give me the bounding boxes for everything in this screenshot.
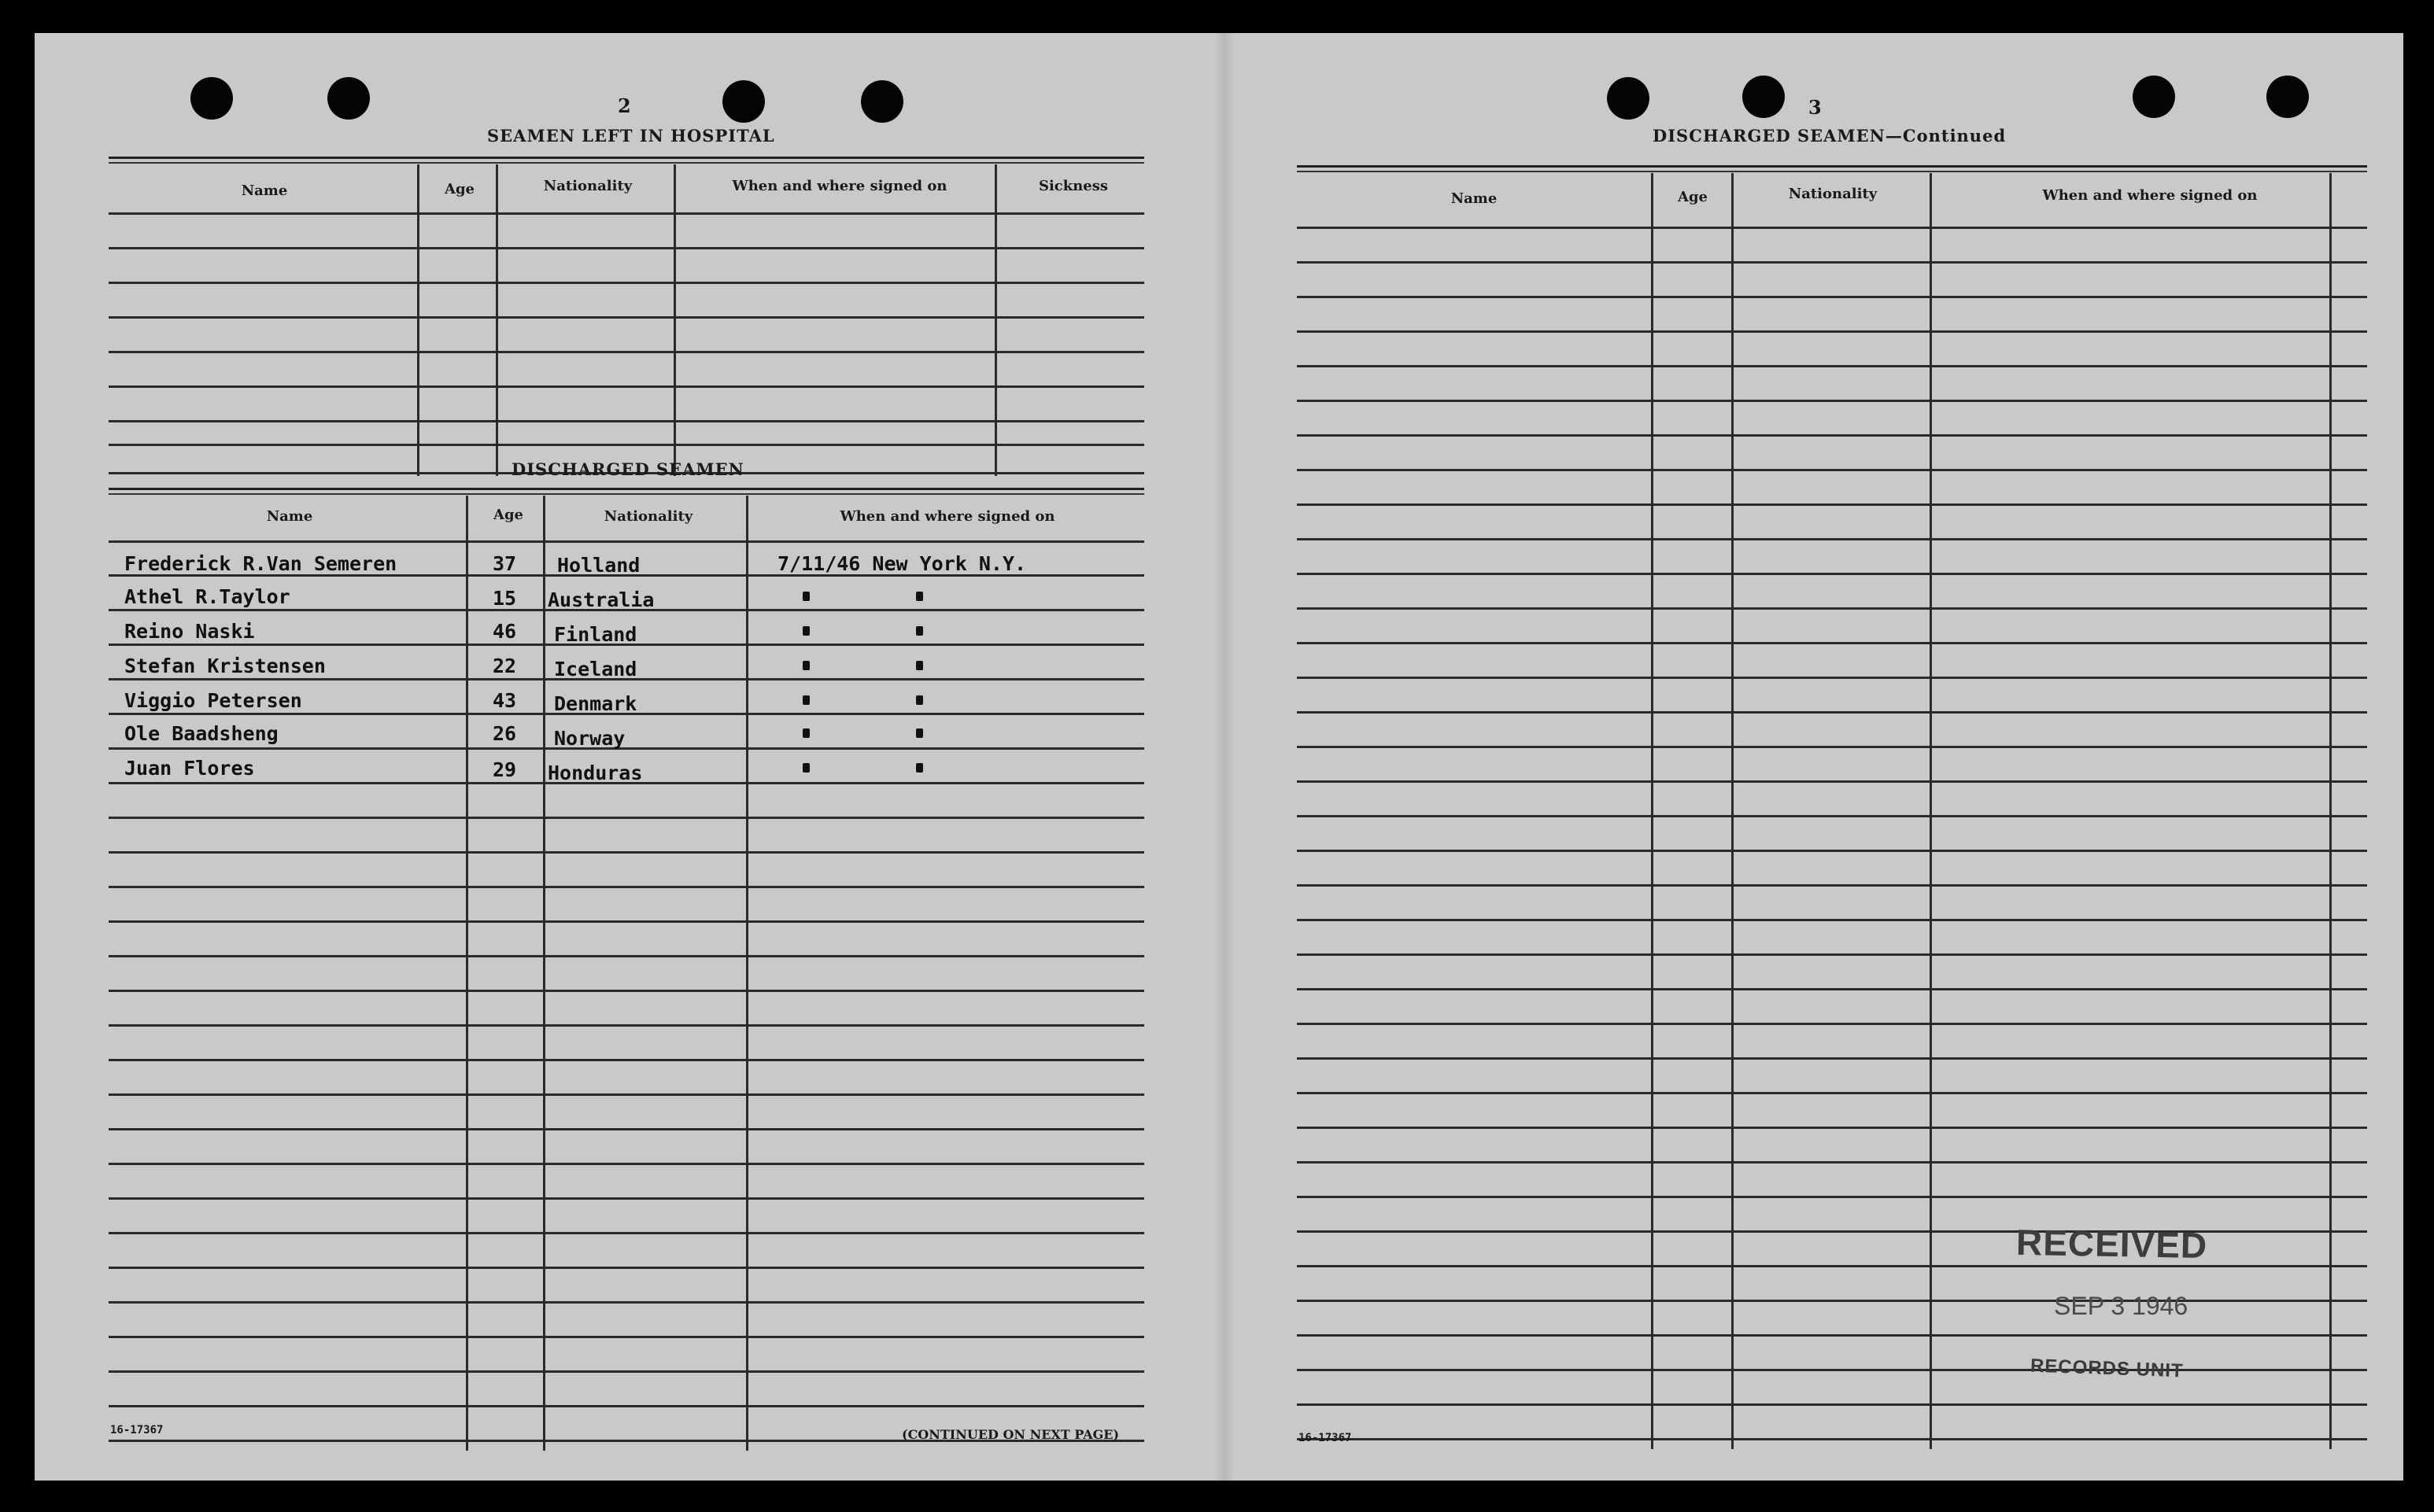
discharged-divider bbox=[746, 496, 748, 1451]
ruled-line bbox=[1297, 296, 2367, 298]
hospital-row-line bbox=[109, 247, 1144, 249]
right-col-nationality: Nationality bbox=[1788, 186, 1878, 202]
ruled-line bbox=[1297, 850, 2367, 852]
received-stamp-office: RECORDS UNIT bbox=[2030, 1355, 2185, 1382]
ruled-line bbox=[1297, 988, 2367, 990]
ruled-line bbox=[109, 851, 1144, 854]
hospital-divider bbox=[674, 164, 676, 476]
discharged-col-signed-on: When and where signed on bbox=[840, 508, 1055, 525]
seaman-age: 15 bbox=[493, 587, 517, 610]
ruled-line bbox=[109, 920, 1144, 923]
hospital-row-line bbox=[109, 385, 1144, 388]
right-col-signed-on: When and where signed on bbox=[2042, 187, 2258, 204]
ruled-line bbox=[1297, 919, 2367, 921]
ruled-line bbox=[1297, 1023, 2367, 1025]
ruled-line bbox=[109, 1336, 1144, 1338]
ruled-line bbox=[1297, 953, 2367, 956]
ruled-line bbox=[109, 1197, 1144, 1200]
ruled-line bbox=[109, 1128, 1144, 1130]
ruled-line bbox=[1297, 1161, 2367, 1164]
document-sheet bbox=[35, 33, 2403, 1481]
hospital-row-line bbox=[109, 420, 1144, 422]
seaman-name: Stefan Kristensen bbox=[124, 655, 326, 677]
ruled-line bbox=[1297, 780, 2367, 783]
ruled-line bbox=[1297, 1369, 2367, 1371]
ruled-line bbox=[1297, 1334, 2367, 1337]
seaman-nationality: Finland bbox=[554, 623, 637, 646]
seaman-name: Viggio Petersen bbox=[124, 689, 302, 712]
ditto-mark bbox=[916, 626, 923, 636]
page-fold bbox=[1215, 33, 1234, 1481]
seaman-name: Frederick R.Van Semeren bbox=[124, 552, 397, 575]
right-top-rule-2 bbox=[1297, 171, 2367, 172]
hospital-row-line bbox=[109, 351, 1144, 353]
hospital-row-line bbox=[109, 316, 1144, 319]
ruled-line bbox=[1297, 261, 2367, 264]
form-number-right: 16-17367 bbox=[1298, 1432, 1352, 1444]
ditto-mark bbox=[803, 661, 810, 670]
hospital-col-sickness: Sickness bbox=[1038, 178, 1109, 194]
hospital-row-line bbox=[109, 212, 1144, 215]
ruled-line bbox=[1297, 1127, 2367, 1129]
ruled-line bbox=[1297, 677, 2367, 679]
ruled-line bbox=[1297, 1403, 2367, 1406]
seaman-age: 22 bbox=[493, 655, 517, 677]
seaman-nationality: Honduras bbox=[548, 762, 643, 784]
page-number-left: 2 bbox=[618, 94, 631, 117]
right-col-name: Name bbox=[1450, 190, 1498, 207]
ruled-line bbox=[1297, 815, 2367, 817]
hospital-divider bbox=[417, 164, 419, 476]
ditto-mark bbox=[916, 661, 923, 670]
ruled-line bbox=[1297, 1300, 2367, 1302]
seaman-nationality: Iceland bbox=[554, 658, 637, 680]
ruled-line bbox=[1297, 1057, 2367, 1060]
seaman-nationality: Holland bbox=[557, 554, 641, 577]
seaman-age: 43 bbox=[493, 689, 517, 712]
ruled-line bbox=[109, 1370, 1144, 1373]
seaman-age: 26 bbox=[493, 722, 517, 745]
ruled-line bbox=[1297, 469, 2367, 471]
seaman-signed-on: 7/11/46 New York N.Y. bbox=[777, 552, 1027, 575]
ruled-line bbox=[1297, 642, 2367, 644]
right-col-age: Age bbox=[1677, 189, 1708, 205]
continued-footer: (CONTINUED ON NEXT PAGE) bbox=[902, 1427, 1120, 1442]
ruled-line bbox=[1297, 746, 2367, 748]
punch-hole bbox=[2266, 76, 2309, 118]
discharged-col-name: Name bbox=[266, 508, 313, 525]
discharged-header-line bbox=[109, 540, 1144, 543]
hospital-divider bbox=[496, 164, 498, 476]
ditto-mark bbox=[916, 763, 923, 773]
punch-hole bbox=[1607, 77, 1649, 120]
ruled-line bbox=[1297, 1438, 2367, 1440]
ruled-line bbox=[1297, 1092, 2367, 1094]
ruled-line bbox=[1297, 573, 2367, 575]
ruled-line bbox=[1297, 1196, 2367, 1198]
ruled-line bbox=[1297, 503, 2367, 506]
ruled-line bbox=[1297, 711, 2367, 714]
ruled-line bbox=[109, 1232, 1144, 1234]
ditto-mark bbox=[803, 695, 810, 705]
right-header-line bbox=[1297, 227, 2367, 229]
ditto-mark bbox=[803, 728, 810, 738]
punch-hole bbox=[327, 77, 370, 120]
hospital-col-signed-on: When and where signed on bbox=[732, 178, 947, 194]
ruled-line bbox=[109, 990, 1144, 992]
ruled-line bbox=[109, 955, 1144, 957]
hospital-row-line bbox=[109, 282, 1144, 284]
punch-hole bbox=[1742, 76, 1785, 118]
punch-hole bbox=[722, 80, 765, 123]
ditto-mark bbox=[803, 626, 810, 636]
right-top-rule bbox=[1297, 165, 2367, 168]
page-number-right: 3 bbox=[1808, 96, 1822, 119]
discharged-divider bbox=[543, 496, 545, 1451]
ditto-mark bbox=[916, 695, 923, 705]
discharged-top-rule-2 bbox=[109, 493, 1144, 495]
hospital-col-name: Name bbox=[241, 183, 288, 199]
hospital-col-age: Age bbox=[444, 181, 475, 197]
seaman-age: 29 bbox=[493, 758, 517, 781]
ruled-line bbox=[1297, 400, 2367, 402]
seaman-name: Ole Baadsheng bbox=[124, 722, 279, 745]
ruled-line bbox=[1297, 365, 2367, 367]
seaman-name: Reino Naski bbox=[124, 620, 255, 643]
ruled-line bbox=[1297, 330, 2367, 333]
punch-hole bbox=[2133, 76, 2175, 118]
ruled-line bbox=[109, 886, 1144, 888]
ruled-line bbox=[109, 1301, 1144, 1304]
hospital-section-title: SEAMEN LEFT IN HOSPITAL bbox=[487, 126, 775, 146]
discharged-col-age: Age bbox=[493, 507, 523, 523]
discharged-continued-title: DISCHARGED SEAMEN—Continued bbox=[1653, 126, 2007, 146]
hospital-divider bbox=[995, 164, 997, 476]
hospital-top-rule-2 bbox=[109, 162, 1144, 164]
hospital-row-line bbox=[109, 444, 1144, 446]
seaman-age: 37 bbox=[493, 552, 517, 575]
received-stamp-date: SEP 3 1946 bbox=[2054, 1292, 2188, 1320]
ditto-mark bbox=[803, 763, 810, 773]
ruled-line bbox=[109, 817, 1144, 819]
form-number-left: 16-17367 bbox=[110, 1424, 164, 1436]
seaman-nationality: Norway bbox=[554, 727, 626, 750]
punch-hole bbox=[861, 80, 903, 123]
seaman-nationality: Denmark bbox=[554, 692, 637, 715]
punch-hole bbox=[190, 77, 233, 120]
ruled-line bbox=[1297, 884, 2367, 887]
ruled-line bbox=[109, 747, 1144, 750]
ruled-line bbox=[1297, 607, 2367, 610]
ditto-mark bbox=[803, 592, 810, 601]
ruled-line bbox=[109, 1405, 1144, 1407]
discharged-top-rule bbox=[109, 488, 1144, 490]
ruled-line bbox=[109, 1267, 1144, 1269]
seaman-age: 46 bbox=[493, 620, 517, 643]
ruled-line bbox=[109, 1163, 1144, 1165]
discharged-col-nationality: Nationality bbox=[604, 508, 693, 525]
discharged-section-title: DISCHARGED SEAMEN bbox=[512, 459, 744, 479]
hospital-top-rule bbox=[109, 157, 1144, 159]
seaman-name: Juan Flores bbox=[124, 757, 255, 780]
ruled-line bbox=[109, 1059, 1144, 1061]
discharged-divider bbox=[466, 496, 468, 1451]
seaman-name: Athel R.Taylor bbox=[124, 585, 290, 608]
ruled-line bbox=[1297, 434, 2367, 437]
hospital-col-nationality: Nationality bbox=[543, 178, 633, 194]
received-stamp: RECEIVED bbox=[2015, 1221, 2208, 1267]
ditto-mark bbox=[916, 592, 923, 601]
ruled-line bbox=[109, 1024, 1144, 1027]
seaman-nationality: Australia bbox=[548, 588, 655, 611]
ruled-line bbox=[1297, 538, 2367, 540]
ruled-line bbox=[109, 1093, 1144, 1096]
ditto-mark bbox=[916, 728, 923, 738]
